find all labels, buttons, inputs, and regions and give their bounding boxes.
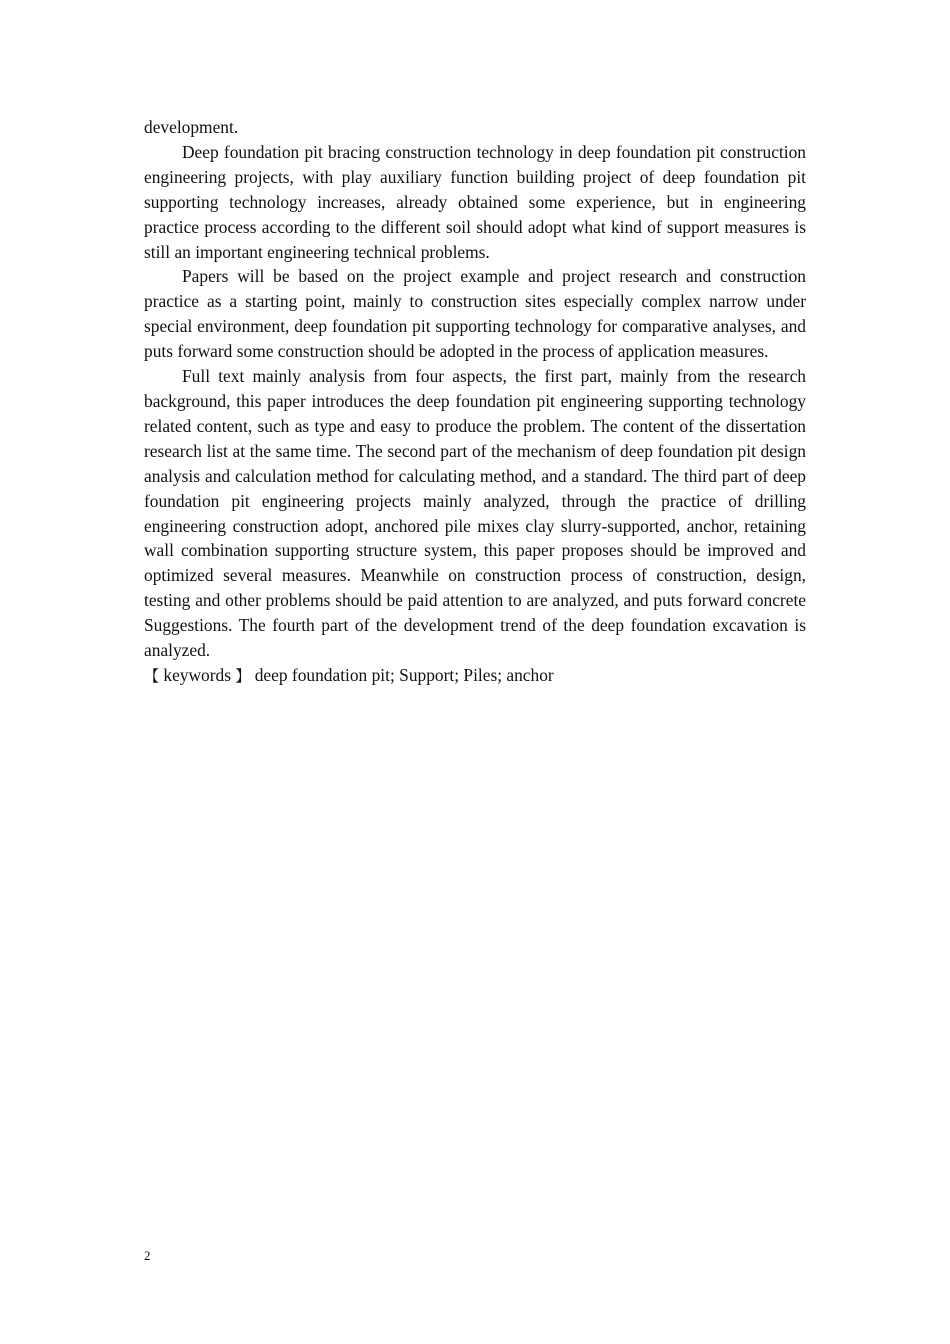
keywords-close-bracket: 】 xyxy=(235,666,251,685)
keywords-label: keywords xyxy=(163,664,231,685)
paragraph-full-text-structure: Full text mainly analysis from four aspects, the first part, mainly from the research background, this paper introduces the deep foundation pit engineering supporting technology related content, such as type and easy to produce the problem. The content of the dissertation research list at the same time. The second part of the mechanism of deep foundation pit design analysis and calculation method for calculating method, and a standard. The third part of deep foundation pit engineering projects mainly analyzed, through the practice of drilling engineering construction adopt, anchored pile mixes clay slurry-supported, anchor, retaining wall combination supporting structure system, this paper proposes should be improved and optimized several measures. Meanwhile on construction process of construction, design, testing and other problems should be paid attention to are analyzed, and puts forward concrete Suggestions. The fourth part of the development trend of the deep foundation excavation is analyzed. xyxy=(144,366,806,661)
page-number: 2 xyxy=(144,1248,151,1263)
abstract-body xyxy=(144,115,806,689)
keywords-open-bracket: 【 xyxy=(144,666,160,685)
paragraph-research-basis: Papers will be based on the project example and project research and construction practice as a starting point, mainly to construction sites especially complex narrow under special environment, deep foundation pit supporting technology for comparative analyses, and puts forward some construction should be adopted in the process of application measures. xyxy=(144,266,806,362)
keywords-value: deep foundation pit; Support; Piles; anchor xyxy=(254,664,554,685)
keywords-line xyxy=(144,663,806,689)
paragraph-continuation: development. xyxy=(144,117,239,137)
paragraph-bracing-technology: Deep foundation pit bracing construction technology in deep foundation pit construction engineering projects, with play auxiliary function building project of deep foundation pit supporting technology increases, already obtained some experience, but in engineering practice process according to the different soil should adopt what kind of support measures is still an important engineering technical problems. xyxy=(144,141,806,262)
